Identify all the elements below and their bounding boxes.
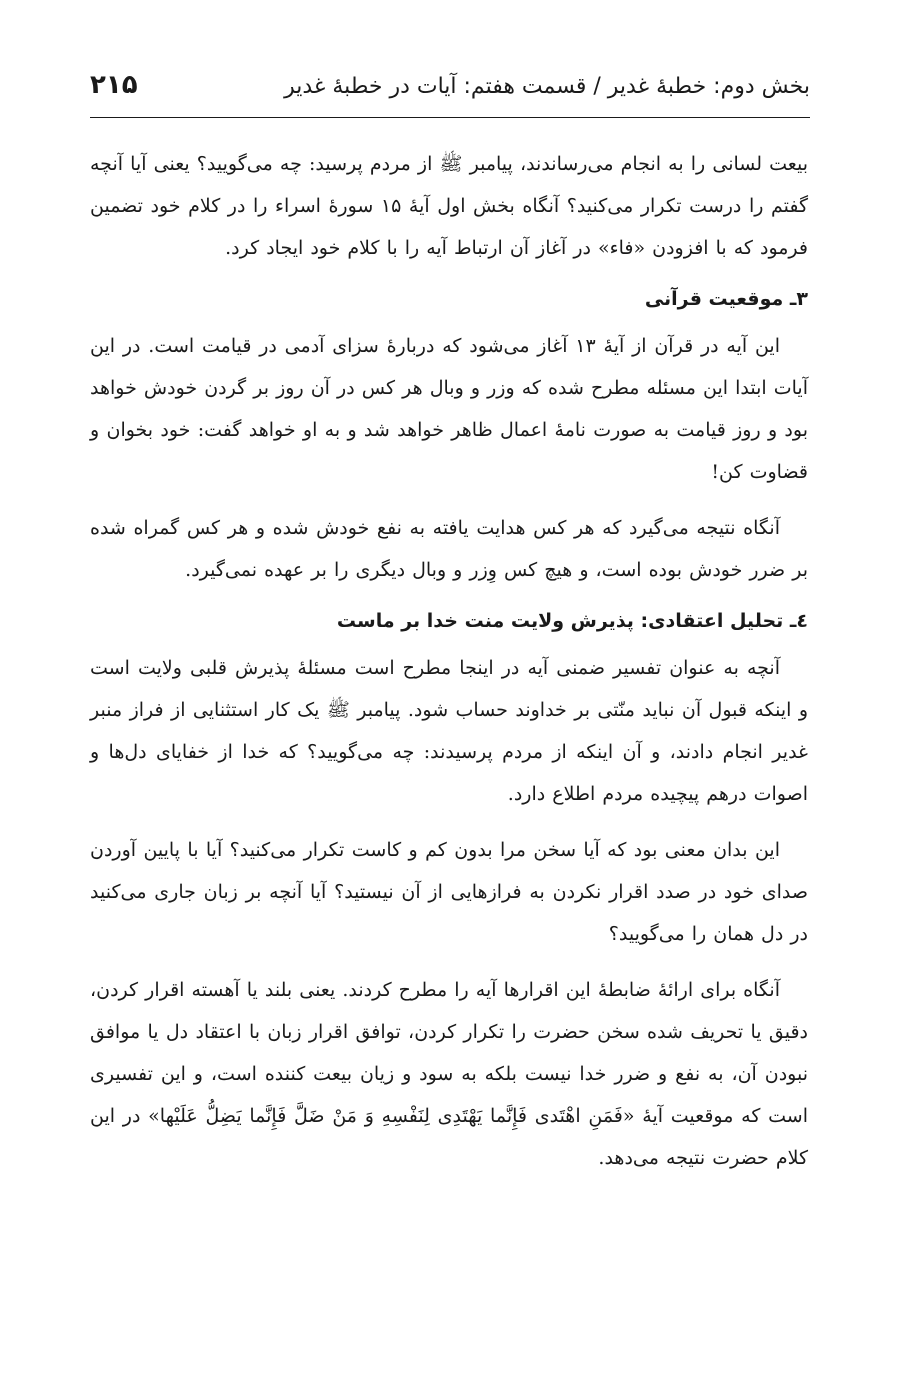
paragraph-quranic-position: این آیه در قرآن از آیهٔ ۱۳ آغاز می‌شود که دربارهٔ سزای آدمی در قیامت است. در این آیات ابتدا این مسئله مطرح شده که وزر و وبال هر کس در آن روز بر گردن خودش خواهد بود و روز قیامت به صورت نامهٔ اعمال ظاهر خواهد شد و به او خواهد گفت: خود بخوان و قضاوت کن! bbox=[90, 335, 808, 483]
paragraph-conclusion: آنگاه نتیجه می‌گیرد که هر کس هدایت یافته به نفع خودش شده و هر کس گمراه شده بر ضرر خودش بوده است، و هیچ کس وِزر و وبال دیگری را بر عهده نمی‌گیرد. bbox=[90, 517, 808, 581]
paragraph-meaning: این بدان معنی بود که آیا سخن مرا بدون کم و کاست تکرار می‌کنید؟ آیا با پایین آوردن صدای خود در صدد اقرار نکردن به فرازهایی از آن نیستید؟ آیا آنچه بر زبان جاری می‌کنید در دل همان را می‌گویید؟ bbox=[90, 839, 808, 945]
running-header bbox=[90, 66, 810, 116]
running-title: بخش دوم: خطبهٔ غدیر / قسمت هفتم: آیات در خطبهٔ غدیر bbox=[284, 74, 810, 99]
page-number: ۲۱۵ bbox=[90, 70, 138, 100]
body-text bbox=[90, 143, 808, 1179]
header-divider bbox=[90, 117, 810, 118]
section-heading-doctrinal-analysis: ٤ـ تحلیل اعتقادی: پذیرش ولایت منت خدا بر ماست bbox=[336, 610, 808, 632]
paragraph-doctrinal-analysis: آنچه به عنوان تفسیر ضمنی آیه در اینجا مطرح است مسئلهٔ پذیرش قلبی ولایت است و اینکه قبول آن نباید منّتی بر خداوند حساب شود. پیامبر ﷺ یک کار استثنایی از فراز منبر غدیر انجام دادند، و آن اینکه از مردم پرسیدند: چه می‌گویید؟ که خدا از خفایای دل‌ها و اصوات درهم پیچیده مردم اطلاع دارد. bbox=[90, 657, 808, 805]
paragraph-criterion: آنگاه برای ارائهٔ ضابطهٔ این اقرارها آیه را مطرح کردند. یعنی بلند یا آهسته اقرار کردن، دقیق یا تحریف شده سخن حضرت را تکرار کردن، توافق اقرار زبان با اعتقاد دل یا موافق نبودن آن، به نفع و ضرر خدا نیست بلکه به سود و زیان بیعت کننده است، و این تفسیری است که موقعیت آیهٔ «فَمَنِ اهْتَدی فَإِنَّما یَهْتَدِی لِنَفْسِهِ وَ مَنْ ضَلَّ فَإِنَّما یَضِلُّ عَلَیْها» در این کلام حضرت نتیجه می‌دهد. bbox=[90, 979, 808, 1169]
section-heading-quranic-position: ۳ـ موقعیت قرآنی bbox=[644, 288, 808, 310]
paragraph-continuation: بیعت لسانی را به انجام می‌رساندند، پیامبر ﷺ از مردم پرسید: چه می‌گویید؟ یعنی آیا آنچه گفتم را درست تکرار می‌کنید؟ آنگاه بخش اول آیهٔ ۱۵ سورهٔ اسراء را در کلام خود تضمین فرمود که با افزودن «فاء» در آغاز آن ارتباط آیه را با کلام خود ایجاد کرد. bbox=[90, 153, 808, 259]
